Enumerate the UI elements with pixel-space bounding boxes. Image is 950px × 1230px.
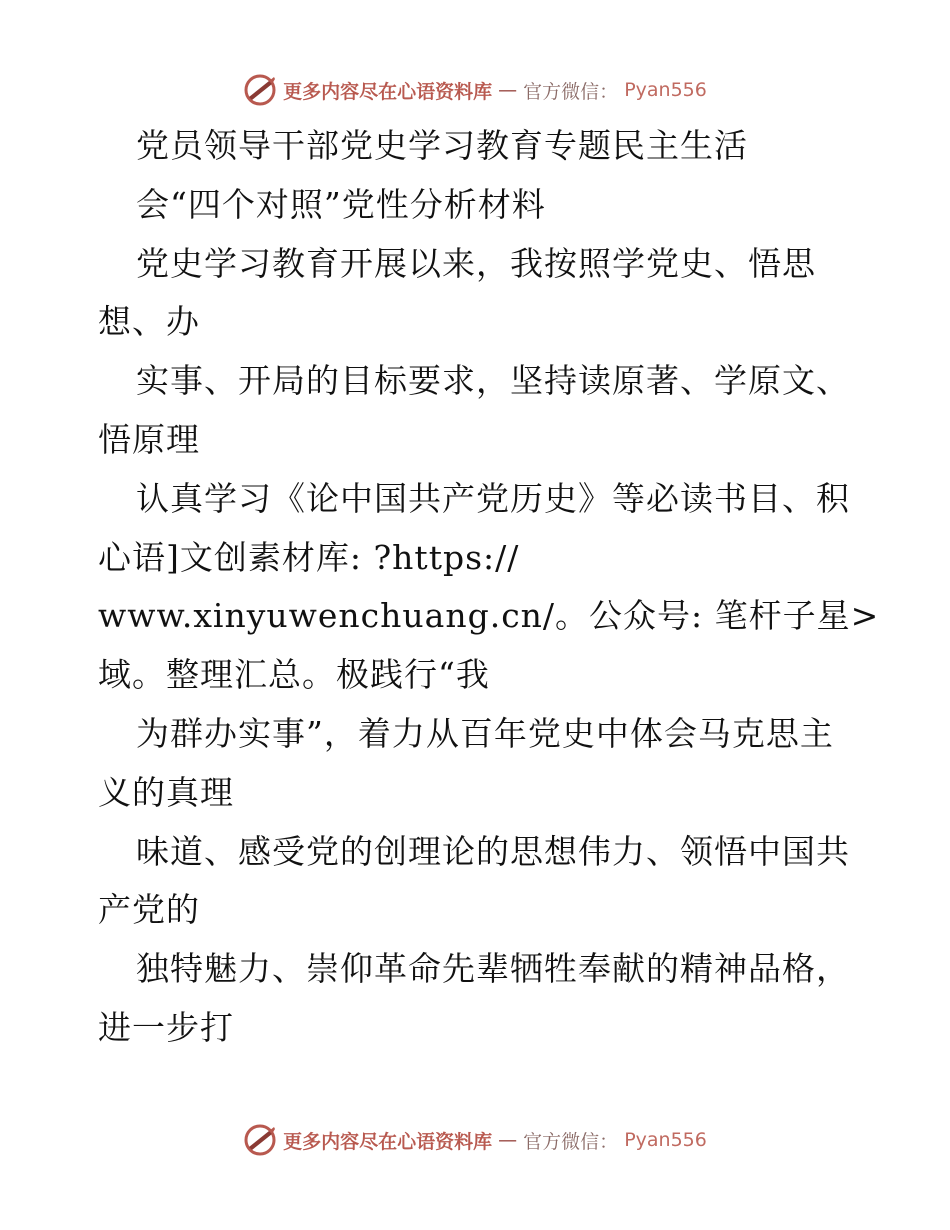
paragraph-line: 味道、感受党的创理论的思想伟力、领悟中国共 xyxy=(136,831,850,871)
paragraph-line: 心语]文创素材库: ?https:// xyxy=(98,537,520,577)
footer-watermark xyxy=(0,1120,950,1160)
watermark-brand: 更多内容尽在心语资料库 xyxy=(283,1130,493,1153)
watermark-id: Pyan556 xyxy=(624,1129,707,1151)
paragraph-line: 认真学习《论中国共产党历史》等必读书目、积 xyxy=(136,478,850,518)
watermark-official: 官方微信： xyxy=(523,1130,619,1153)
watermark-dash: — xyxy=(498,79,518,101)
paragraph-line: 实事、开局的目标要求，坚持读原著、学原文、 xyxy=(136,361,850,401)
paragraph-line: 独特魅力、崇仰革命先辈牺牲奉献的精神品格， xyxy=(136,949,850,989)
paragraph-line: 产党的 xyxy=(98,890,200,930)
pen-logo-icon xyxy=(243,73,277,107)
paragraph-line: 进一步打 xyxy=(98,1007,234,1047)
watermark-dash: — xyxy=(498,1129,518,1151)
watermark-official: 官方微信： xyxy=(523,80,619,103)
pen-logo-icon xyxy=(243,1123,277,1157)
document-body xyxy=(98,117,898,1058)
watermark-id: Pyan556 xyxy=(624,79,707,101)
paragraph-line: 党史学习教育开展以来，我按照学党史、悟思 xyxy=(136,243,816,283)
paragraph-line: 为群办实事”，着力从百年党史中体会马克思主 xyxy=(136,713,834,753)
paragraph-line: 悟原理 xyxy=(98,419,200,459)
paragraph-line: 域。整理汇总。极践行“我 xyxy=(98,655,490,695)
paragraph-line: 想、办 xyxy=(98,302,200,342)
paragraph-line: www.xinyuwenchuang.cn/。公众号: 笔杆子星> xyxy=(98,596,880,636)
title-line-1: 党员领导干部党史学习教育专题民主生活 xyxy=(136,126,748,165)
paragraph-line: 义的真理 xyxy=(98,772,234,812)
title-line-2: 会“四个对照”党性分析材料 xyxy=(136,184,546,224)
watermark-brand: 更多内容尽在心语资料库 xyxy=(283,80,493,103)
header-watermark xyxy=(0,70,950,110)
